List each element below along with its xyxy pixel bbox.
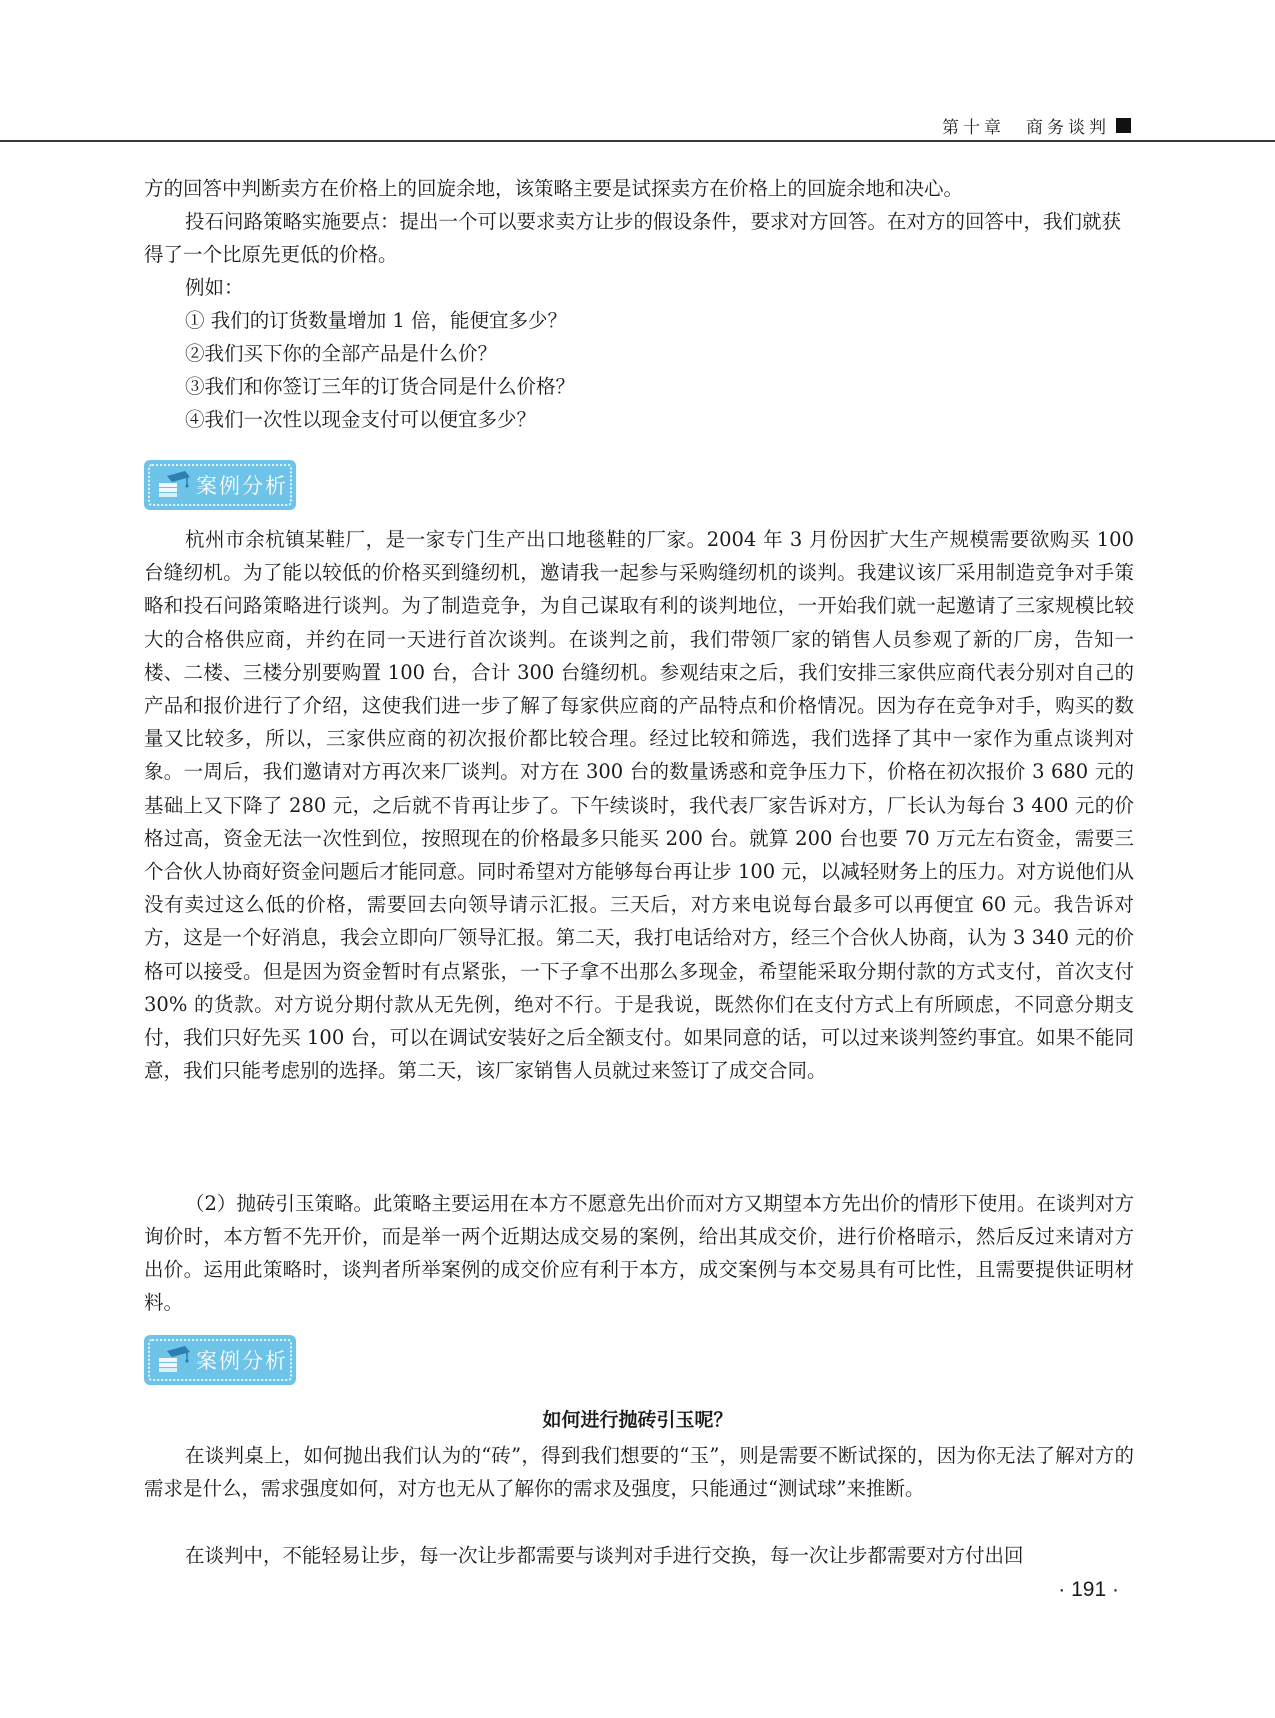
case-analysis-badge (144, 460, 296, 510)
case-subheading: 如何进行抛砖引玉呢？ (542, 1409, 733, 1431)
header-square-icon (1116, 118, 1131, 133)
strategy-paragraph: （2）抛砖引玉策略。此策略主要运用在本方不愿意先出价而对方又期望本方先出价的情形下使用。在谈判对方询价时，本方暂不先开价，而是举一两个近期达成交易的案例，给出其成交价，进行价格暗示，然后反过来请对方出价。运用此策略时，谈判者所举案例的成交价应有利于本方，成交案例与本交易具有可比性，且需要提供证明材料。 (144, 1192, 1134, 1314)
paragraph-key-points: 投石问路策略实施要点：提出一个可以要求卖方让步的假设条件，要求对方回答。在对方的回答中，我们就获得了一个比原先更低的价格。 (144, 210, 1122, 266)
case2-paragraph-2: 在谈判中，不能轻易让步，每一次让步都需要与谈判对手进行交换，每一次让步都需要对方付出回 (185, 1544, 1024, 1567)
case-analysis-label: 案例分析 (196, 474, 288, 498)
case2-paragraph-1: 在谈判桌上，如何抛出我们认为的“砖”，得到我们想要的“玉”，则是需要不断试探的，因为你无法了解对方的需求是什么，需求强度如何，对方也无从了解你的需求及强度，只能通过“测试球”来推断。 (144, 1444, 1134, 1500)
page-number: · 191 · (1058, 1578, 1119, 1601)
paragraph-continuation: 方的回答中判断卖方在价格上的回旋余地，该策略主要是试探卖方在价格上的回旋余地和决心。 (144, 177, 964, 200)
case-analysis-badge-2 (144, 1335, 296, 1385)
graduation-cap-books-icon (156, 468, 192, 502)
graduation-cap-books-icon (156, 1343, 192, 1377)
example-item-4: ④我们一次性以现金支付可以便宜多少？ (185, 408, 537, 431)
example-item-1: ① 我们的订货数量增加 1 倍，能便宜多少？ (185, 309, 568, 332)
example-item-2: ②我们买下你的全部产品是什么价？ (185, 342, 498, 365)
header-rule (0, 140, 1275, 142)
example-item-3: ③我们和你签订三年的订货合同是什么价格？ (185, 375, 576, 398)
example-intro: 例如： (185, 276, 244, 299)
running-header (942, 113, 1131, 138)
case-study-paragraph: 杭州市余杭镇某鞋厂，是一家专门生产出口地毯鞋的厂家。2004 年 3 月份因扩大生产规模需要欲购买 100 台缝纫机。为了能以较低的价格买到缝纫机，邀请我一起参与采购缝纫机的谈判。我建议该厂采用制造竞争对手策略和投石问路策略进行谈判。为了制造竞争，为自己谋取有利的谈判地位，一开始我们就一起邀请了三家规模比较大的合格供应商，并约在同一天进行首次谈判。在谈判之前，我们带领厂家的销售人员参观了新的厂房，告知一楼、二楼、三楼分别要购置 100 台，合计 300 台缝纫机。参观结束之后，我们安排三家供应商代表分别对自己的产品和报价进行了介绍，这使我们进一步了解了每家供应商的产品特点和价格情况。因为存在竞争对手，购买的数量又比较多，所以，三家供应商的初次报价都比较合理。经过比较和筛选，我们选择了其中一家作为重点谈判对象。一周后，我们邀请对方再次来厂谈判。对方在 300 台的数量诱惑和竞争压力下，价格在初次报价 3 680 元的基础上又下降了 280 元，之后就不肯再让步了。下午续谈时，我代表厂家告诉对方，厂长认为每台 3 400 元的价格过高，资金无法一次性到位，按照现在的价格最多只能买 200 台。就算 200 台也要 70 万元左右资金，需要三个合伙人协商好资金问题后才能同意。同时希望对方能够每台再让步 100 元，以减轻财务上的压力。对方说他们从没有卖过这么低的价格，需要回去向领导请示汇报。三天后，对方来电说每台最多可以再便宜 60 元。我告诉对方，这是一个好消息，我会立即向厂领导汇报。第二天，我打电话给对方，经三个合伙人协商，认为 3 340 元的价格可以接受。但是因为资金暂时有点紧张，一下子拿不出那么多现金，希望能采取分期付款的方式支付，首次支付 30% 的货款。对方说分期付款从无先例，绝对不行。于是我说，既然你们在支付方式上有所顾虑，不同意分期支付，我们只好先买 100 台，可以在调试安装好之后全额支付。如果同意的话，可以过来谈判签约事宜。如果不能同意，我们只能考虑别的选择。第二天，该厂家销售人员就过来签订了成交合同。 (144, 528, 1134, 1083)
chapter-title: 第十章 商务谈判 (942, 118, 1110, 138)
case-analysis-label: 案例分析 (196, 1349, 288, 1373)
